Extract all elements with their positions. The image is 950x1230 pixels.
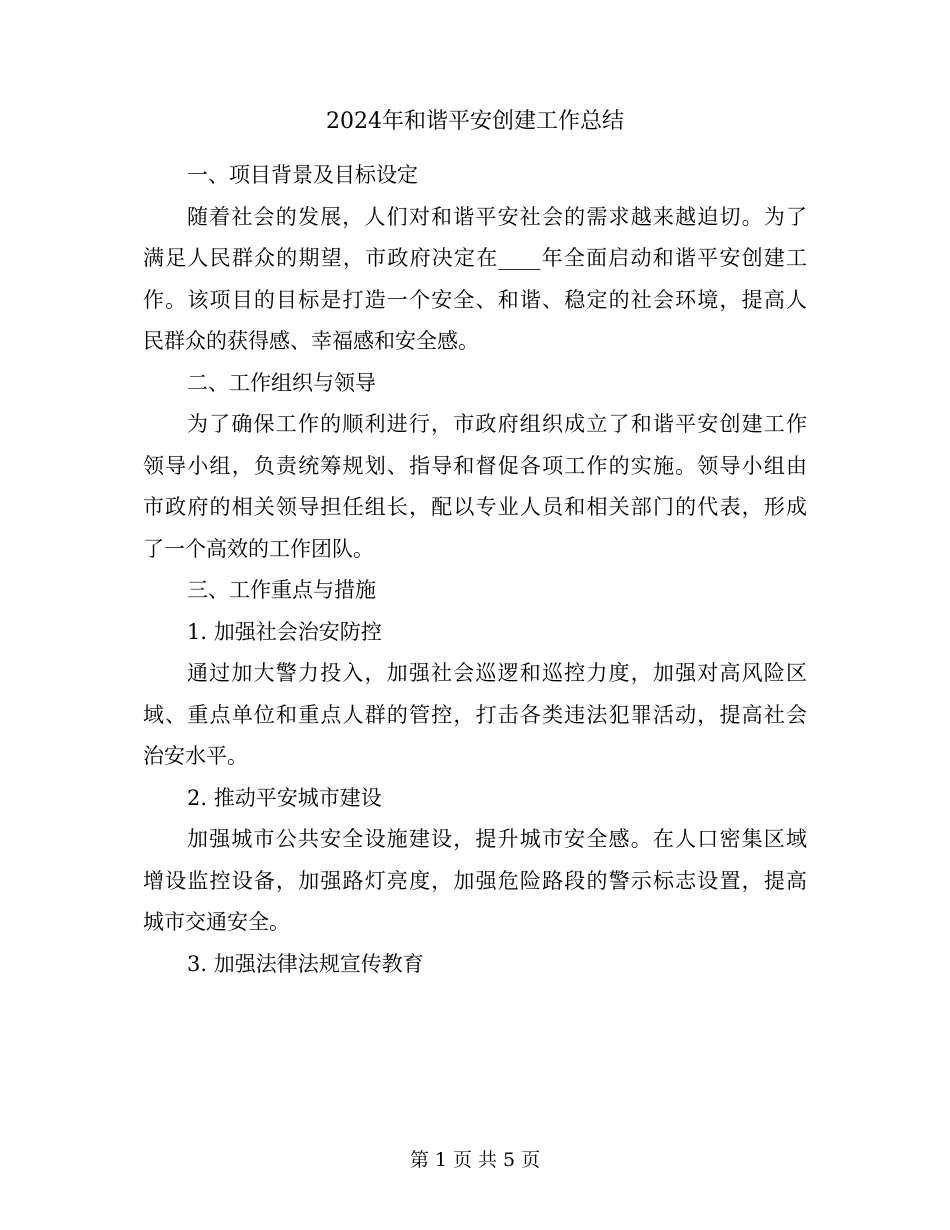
body-line: 领导小组，负责统筹规划、指导和督促各项工作的实施。领导小组由	[143, 453, 807, 478]
body-line: 市政府的相关领导担任组长，配以专业人员和相关部门的代表，形成	[143, 495, 807, 519]
body-line: 域、重点单位和重点人群的管控，打击各类违法犯罪活动，提高社会	[143, 702, 807, 727]
body-line: 城市交通安全。	[143, 910, 290, 934]
body-line: 通过加大警力投入，加强社会巡逻和巡控力度，加强对高风险区	[187, 661, 807, 685]
body-line: 作。该项目的目标是打造一个安全、和谐、稳定的社会环境，提高人	[143, 287, 807, 312]
body-line: 满足人民群众的期望，市政府决定在____年全面启动和谐平安创建工	[143, 246, 807, 270]
document-title: 2024年和谐平安创建工作总结	[326, 109, 624, 134]
body-line: 加强城市公共安全设施建设，提升城市安全感。在人口密集区域	[187, 827, 807, 851]
page-number-footer: 第 1 页 共 5 页	[409, 1149, 541, 1171]
document-body	[143, 155, 807, 985]
body-line: 治安水平。	[143, 744, 248, 768]
section-heading-2: 二、工作组织与领导	[187, 370, 376, 395]
body-line: 随着社会的发展，人们对和谐平安社会的需求越来越迫切。为了	[187, 204, 807, 229]
subsection-heading-1: 1. 加强社会治安防控	[187, 619, 382, 644]
subsection-heading-3: 3. 加强法律法规宣传教育	[187, 951, 424, 976]
body-line: 民群众的获得感、幸福感和安全感。	[143, 329, 479, 353]
subsection-heading-2: 2. 推动平安城市建设	[187, 785, 382, 810]
section-heading-1: 一、项目背景及目标设定	[187, 163, 418, 187]
body-line: 为了确保工作的顺利进行，市政府组织成立了和谐平安创建工作	[187, 412, 807, 436]
body-line: 增设监控设备，加强路灯亮度，加强危险路段的警示标志设置，提高	[143, 868, 807, 893]
section-heading-3: 三、工作重点与措施	[187, 578, 376, 602]
body-line: 了一个高效的工作团队。	[143, 536, 374, 561]
